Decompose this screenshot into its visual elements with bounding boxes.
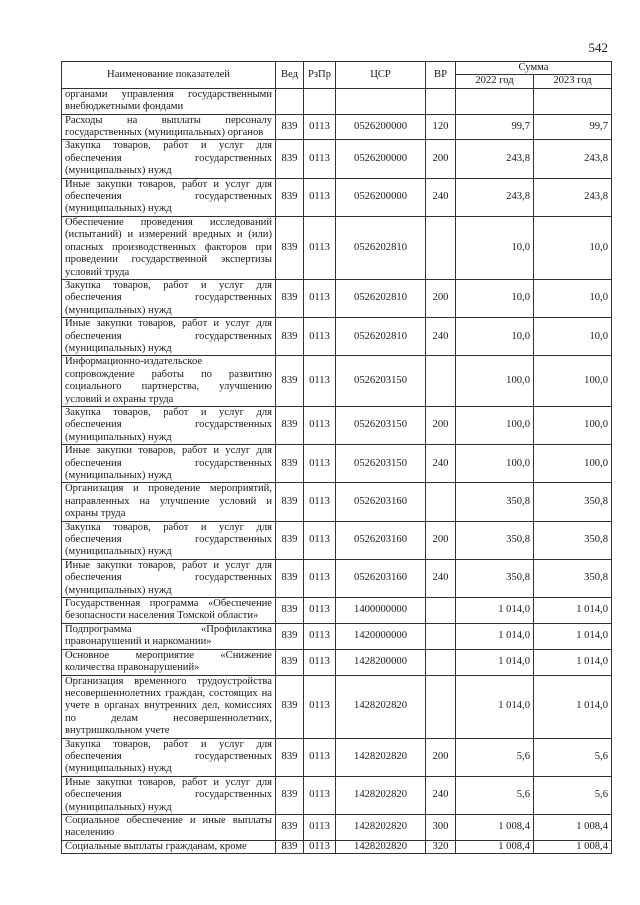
row-vr <box>426 623 456 649</box>
row-csr: 0526203150 <box>336 356 426 407</box>
row-name: Информационно-издательское сопровождение работы по развитию социального партнерства, улучшению условий и охраны труда <box>62 356 276 407</box>
row-vr: 300 <box>426 814 456 840</box>
row-vr: 240 <box>426 559 456 597</box>
row-sum-2023: 1 014,0 <box>534 675 612 738</box>
row-rzpr: 0113 <box>304 840 336 853</box>
row-name: Организация и проведение мероприятий, направленных на улучшение условий и охраны труда <box>62 483 276 521</box>
row-rzpr: 0113 <box>304 406 336 444</box>
row-name: Государственная программа «Обеспечение безопасности населения Томской области» <box>62 598 276 624</box>
row-csr: 1420000000 <box>336 623 426 649</box>
row-sum-2022: 10,0 <box>456 216 534 279</box>
row-ved <box>276 88 304 114</box>
row-ved: 839 <box>276 598 304 624</box>
row-name: Социальные выплаты гражданам, кроме <box>62 840 276 853</box>
row-vr: 200 <box>426 279 456 317</box>
row-sum-2023: 100,0 <box>534 445 612 483</box>
row-rzpr: 0113 <box>304 521 336 559</box>
row-sum-2022: 1 014,0 <box>456 623 534 649</box>
row-vr: 200 <box>426 406 456 444</box>
row-name: Иные закупки товаров, работ и услуг для обеспечения государственных (муниципальных) нужд <box>62 318 276 356</box>
row-ved: 839 <box>276 559 304 597</box>
row-sum-2022: 5,6 <box>456 776 534 814</box>
row-rzpr: 0113 <box>304 649 336 675</box>
row-sum-2023: 1 014,0 <box>534 623 612 649</box>
row-name: Закупка товаров, работ и услуг для обеспечения государственных (муниципальных) нужд <box>62 279 276 317</box>
table-row <box>62 178 612 216</box>
row-sum-2023: 1 014,0 <box>534 649 612 675</box>
row-sum-2023: 350,8 <box>534 521 612 559</box>
row-name: Иные закупки товаров, работ и услуг для обеспечения государственных (муниципальных) нужд <box>62 776 276 814</box>
row-name: Закупка товаров, работ и услуг для обеспечения государственных (муниципальных) нужд <box>62 140 276 178</box>
row-vr <box>426 216 456 279</box>
row-rzpr: 0113 <box>304 318 336 356</box>
row-vr: 240 <box>426 445 456 483</box>
row-sum-2022: 1 008,4 <box>456 840 534 853</box>
row-ved: 839 <box>276 483 304 521</box>
row-rzpr: 0113 <box>304 814 336 840</box>
row-ved: 839 <box>276 279 304 317</box>
row-sum-2022: 350,8 <box>456 559 534 597</box>
row-ved: 839 <box>276 356 304 407</box>
row-csr: 0526202810 <box>336 279 426 317</box>
row-sum-2022: 1 014,0 <box>456 598 534 624</box>
table-row <box>62 814 612 840</box>
table-row <box>62 675 612 738</box>
row-sum-2023: 100,0 <box>534 356 612 407</box>
row-rzpr: 0113 <box>304 279 336 317</box>
row-rzpr: 0113 <box>304 559 336 597</box>
row-vr <box>426 598 456 624</box>
row-name: Закупка товаров, работ и услуг для обеспечения государственных (муниципальных) нужд <box>62 406 276 444</box>
row-sum-2023: 10,0 <box>534 279 612 317</box>
row-ved: 839 <box>276 178 304 216</box>
table-row <box>62 216 612 279</box>
row-ved: 839 <box>276 623 304 649</box>
table-row <box>62 623 612 649</box>
table-row <box>62 356 612 407</box>
row-csr: 0526203150 <box>336 406 426 444</box>
table-row <box>62 649 612 675</box>
table-row <box>62 318 612 356</box>
table-row <box>62 140 612 178</box>
row-rzpr: 0113 <box>304 675 336 738</box>
row-ved: 839 <box>276 675 304 738</box>
row-ved: 839 <box>276 738 304 776</box>
row-vr: 200 <box>426 140 456 178</box>
header-csr: ЦСР <box>336 62 426 89</box>
table-row <box>62 521 612 559</box>
row-sum-2022: 1 008,4 <box>456 814 534 840</box>
budget-table <box>61 61 612 854</box>
row-ved: 839 <box>276 776 304 814</box>
row-sum-2022: 243,8 <box>456 178 534 216</box>
row-sum-2023: 100,0 <box>534 406 612 444</box>
table-row <box>62 559 612 597</box>
row-sum-2022: 100,0 <box>456 406 534 444</box>
row-name: Основное мероприятие «Снижение количества правонарушений» <box>62 649 276 675</box>
row-csr: 0526203160 <box>336 521 426 559</box>
row-csr: 0526202810 <box>336 216 426 279</box>
row-sum-2022: 10,0 <box>456 318 534 356</box>
row-sum-2022 <box>456 88 534 114</box>
table-row <box>62 598 612 624</box>
row-sum-2023: 10,0 <box>534 216 612 279</box>
row-vr: 240 <box>426 318 456 356</box>
table-row <box>62 483 612 521</box>
row-csr: 1428202820 <box>336 840 426 853</box>
row-sum-2023: 243,8 <box>534 178 612 216</box>
row-sum-2022: 1 014,0 <box>456 649 534 675</box>
row-ved: 839 <box>276 318 304 356</box>
row-ved: 839 <box>276 114 304 140</box>
row-ved: 839 <box>276 521 304 559</box>
row-csr: 0526200000 <box>336 178 426 216</box>
row-sum-2023: 10,0 <box>534 318 612 356</box>
row-rzpr: 0113 <box>304 140 336 178</box>
row-sum-2022: 5,6 <box>456 738 534 776</box>
row-name: Закупка товаров, работ и услуг для обеспечения государственных (муниципальных) нужд <box>62 738 276 776</box>
table-row <box>62 840 612 853</box>
row-csr: 1428200000 <box>336 649 426 675</box>
row-vr <box>426 649 456 675</box>
row-name: Иные закупки товаров, работ и услуг для обеспечения государственных (муниципальных) нужд <box>62 559 276 597</box>
row-sum-2022: 1 014,0 <box>456 675 534 738</box>
row-name: Расходы на выплаты персоналу государственных (муниципальных) органов <box>62 114 276 140</box>
row-rzpr: 0113 <box>304 623 336 649</box>
row-sum-2022: 100,0 <box>456 445 534 483</box>
row-csr: 0526200000 <box>336 140 426 178</box>
row-name: органами управления государственными внебюджетными фондами <box>62 88 276 114</box>
row-sum-2023: 350,8 <box>534 483 612 521</box>
row-csr: 0526203150 <box>336 445 426 483</box>
row-name: Иные закупки товаров, работ и услуг для обеспечения государственных (муниципальных) нужд <box>62 178 276 216</box>
row-rzpr: 0113 <box>304 445 336 483</box>
row-rzpr: 0113 <box>304 356 336 407</box>
row-csr <box>336 88 426 114</box>
header-rzpr: РзПр <box>304 62 336 89</box>
row-sum-2022: 350,8 <box>456 521 534 559</box>
row-csr: 0526203160 <box>336 483 426 521</box>
row-sum-2023: 1 008,4 <box>534 814 612 840</box>
header-ved: Вед <box>276 62 304 89</box>
row-csr: 1428202820 <box>336 814 426 840</box>
row-sum-2022: 243,8 <box>456 140 534 178</box>
row-vr: 240 <box>426 178 456 216</box>
row-name: Закупка товаров, работ и услуг для обеспечения государственных (муниципальных) нужд <box>62 521 276 559</box>
row-csr: 0526202810 <box>336 318 426 356</box>
row-vr <box>426 356 456 407</box>
row-sum-2023: 1 008,4 <box>534 840 612 853</box>
row-sum-2023: 1 014,0 <box>534 598 612 624</box>
row-vr: 200 <box>426 738 456 776</box>
header-year-2023: 2023 год <box>534 75 612 88</box>
row-csr: 1428202820 <box>336 738 426 776</box>
row-rzpr: 0113 <box>304 598 336 624</box>
row-sum-2023: 350,8 <box>534 559 612 597</box>
header-year-2022: 2022 год <box>456 75 534 88</box>
table-row <box>62 279 612 317</box>
row-ved: 839 <box>276 840 304 853</box>
row-sum-2022: 10,0 <box>456 279 534 317</box>
row-ved: 839 <box>276 649 304 675</box>
row-name: Иные закупки товаров, работ и услуг для обеспечения государственных (муниципальных) нужд <box>62 445 276 483</box>
row-ved: 839 <box>276 445 304 483</box>
table-row <box>62 114 612 140</box>
row-vr <box>426 483 456 521</box>
row-name: Социальное обеспечение и иные выплаты населению <box>62 814 276 840</box>
table-body <box>62 88 612 853</box>
row-ved: 839 <box>276 406 304 444</box>
row-csr: 1400000000 <box>336 598 426 624</box>
row-rzpr <box>304 88 336 114</box>
row-csr: 0526203160 <box>336 559 426 597</box>
page-number: 542 <box>588 40 608 55</box>
row-sum-2023: 5,6 <box>534 776 612 814</box>
row-sum-2022: 350,8 <box>456 483 534 521</box>
row-sum-2023: 243,8 <box>534 140 612 178</box>
row-sum-2023 <box>534 88 612 114</box>
row-rzpr: 0113 <box>304 216 336 279</box>
row-name: Обеспечение проведения исследований (испытаний) и измерений вредных и (или) опасных производственных факторов при проведении государственной экспертизы условий труда <box>62 216 276 279</box>
table-row <box>62 776 612 814</box>
row-vr: 200 <box>426 521 456 559</box>
row-ved: 839 <box>276 814 304 840</box>
header-sum: Сумма <box>456 62 612 75</box>
row-csr: 1428202820 <box>336 675 426 738</box>
row-rzpr: 0113 <box>304 776 336 814</box>
header-name: Наименование показателей <box>62 62 276 89</box>
row-name: Организация временного трудоустройства несовершеннолетних граждан, состоящих на учете в органах внутренних дел, комиссиях по делам несовершеннолетних, внутришкольном учете <box>62 675 276 738</box>
table-row <box>62 445 612 483</box>
row-rzpr: 0113 <box>304 483 336 521</box>
row-csr: 0526200000 <box>336 114 426 140</box>
row-sum-2023: 5,6 <box>534 738 612 776</box>
row-csr: 1428202820 <box>336 776 426 814</box>
row-sum-2022: 99,7 <box>456 114 534 140</box>
table-row <box>62 88 612 114</box>
row-sum-2023: 99,7 <box>534 114 612 140</box>
row-rzpr: 0113 <box>304 114 336 140</box>
table-row <box>62 406 612 444</box>
row-vr: 320 <box>426 840 456 853</box>
row-vr <box>426 675 456 738</box>
header-vr: ВР <box>426 62 456 89</box>
row-sum-2022: 100,0 <box>456 356 534 407</box>
row-vr: 120 <box>426 114 456 140</box>
row-vr <box>426 88 456 114</box>
table-row <box>62 738 612 776</box>
row-name: Подпрограмма «Профилактика правонарушений и наркомании» <box>62 623 276 649</box>
row-rzpr: 0113 <box>304 738 336 776</box>
row-vr: 240 <box>426 776 456 814</box>
row-ved: 839 <box>276 140 304 178</box>
row-ved: 839 <box>276 216 304 279</box>
row-rzpr: 0113 <box>304 178 336 216</box>
